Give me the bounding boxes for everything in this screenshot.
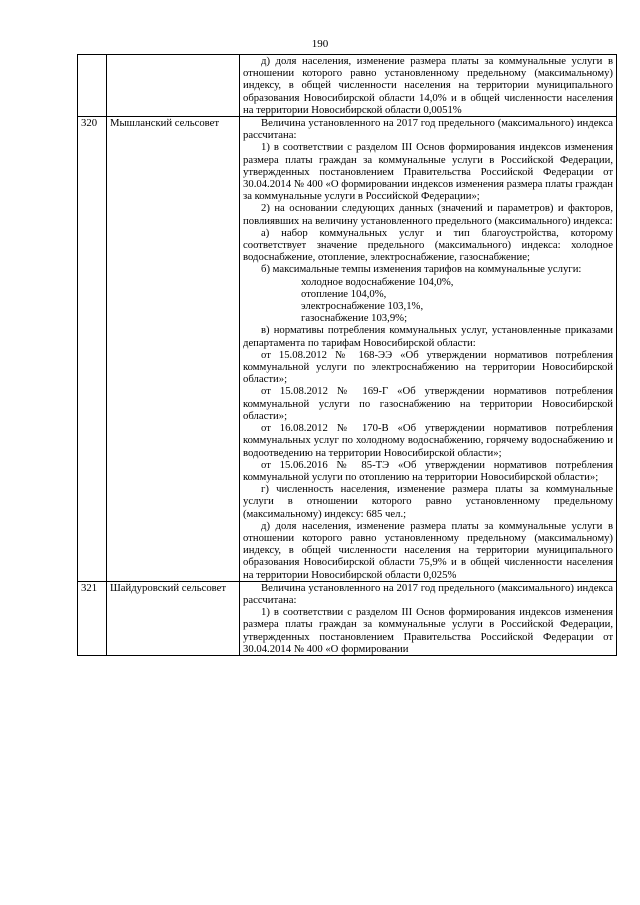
paragraph: от 15.08.2012 № 168-ЭЭ «Об утверждении нормативов потребления коммунальной услуги по электроснабжению на территории Новосибирской области»; <box>243 348 613 386</box>
paragraph: 1) в соответствии с разделом III Основ формирования индексов изменения размера платы граждан за коммунальные услуги в Российской Федерации, утвержденных постановлением Правительства Российской Федерации от 30.04.2014 № 400 «О формировании <box>243 606 613 655</box>
tariff-line: электроснабжение 103,1%, <box>301 300 424 313</box>
justification-cell <box>240 55 617 117</box>
paragraph: Величина установленного на 2017 год предельного (максимального) индекса рассчитана: <box>243 581 613 606</box>
paragraph: от 16.08.2012 № 170-В «Об утверждении нормативов потребления коммунальных услуг по холодному водоснабжению, горячему водоснабжению и водоотведению на территории Новосибирской области»; <box>243 422 613 459</box>
justification-cell <box>240 117 617 582</box>
paragraph: д) доля населения, изменение размера платы за коммунальные услуги в отношении которого равно установленному предельному (максимальному) индексу, в общей численности населения на территории муниципального образования Новосибирской области 14,0% и в общей численности населения на территории Новосибирской области 0,0051% <box>243 55 613 116</box>
page-number: 190 <box>311 38 329 50</box>
tariff-line: холодное водоснабжение 104,0%, <box>301 275 454 288</box>
tariff-line: газоснабжение 103,9%; <box>301 312 408 325</box>
paragraph: 1) в соответствии с разделом III Основ формирования индексов изменения размера платы граждан за коммунальные услуги в Российской Федерации, утвержденных постановлением Правительства Российской Федерации от 30.04.2014 № 400 «О формировании индексов изменения размера платы граждан за коммунальные услуги в Российской Федерации»; <box>243 141 613 203</box>
tariff-line: отопление 104,0%, <box>301 287 387 300</box>
paragraph: д) доля населения, изменение размера платы за коммунальные услуги в отношении которого равно установленному предельному (максимальному) индексу, в общей численности населения на территории муниципального образования Новосибирской области 75,9% и в общей численности населения на территории Новосибирской области 0,025% <box>243 519 613 581</box>
paragraph: г) численность населения, изменение размера платы за коммунальные услуги в отношении которого равно установленному предельному (максимальному) индексу: 685 чел.; <box>243 483 613 520</box>
paragraph: Величина установленного на 2017 год предельного (максимального) индекса рассчитана: <box>243 117 613 142</box>
settlement-name <box>107 55 240 117</box>
table-row <box>78 55 617 117</box>
settlements-table <box>77 54 617 656</box>
row-number: 320 <box>78 117 107 582</box>
paragraph: 2) на основании следующих данных (значений и параметров) и факторов, повлиявших на величину установленного предельного (максимального) индекса: <box>243 202 613 227</box>
table-row <box>78 117 617 582</box>
paragraph: а) набор коммунальных услуг и тип благоустройства, которому соответствует значение предельного (максимального) индекса: холодное водоснабжение, отопление, электроснабжение, газоснабжение; <box>243 226 613 264</box>
justification-cell <box>240 581 617 655</box>
paragraph: в) нормативы потребления коммунальных услуг, установленные приказами департамента по тарифам Новосибирской области: <box>243 324 613 349</box>
paragraph: б) максимальные темпы изменения тарифов на коммунальные услуги: <box>261 263 582 276</box>
paragraph: от 15.06.2016 № 85-ТЭ «Об утверждении нормативов потребления коммунальной услуги по отоплению на территории Новосибирской области»; <box>243 458 613 483</box>
settlement-name: Мышланский сельсовет <box>107 117 240 582</box>
settlement-name: Шайдуровский сельсовет <box>107 581 240 655</box>
paragraph: от 15.08.2012 № 169-Г «Об утверждении нормативов потребления коммунальной услуги по газоснабжению на территории Новосибирской области»; <box>243 385 613 422</box>
table-row <box>78 581 617 655</box>
row-number: 321 <box>78 581 107 655</box>
row-number <box>78 55 107 117</box>
